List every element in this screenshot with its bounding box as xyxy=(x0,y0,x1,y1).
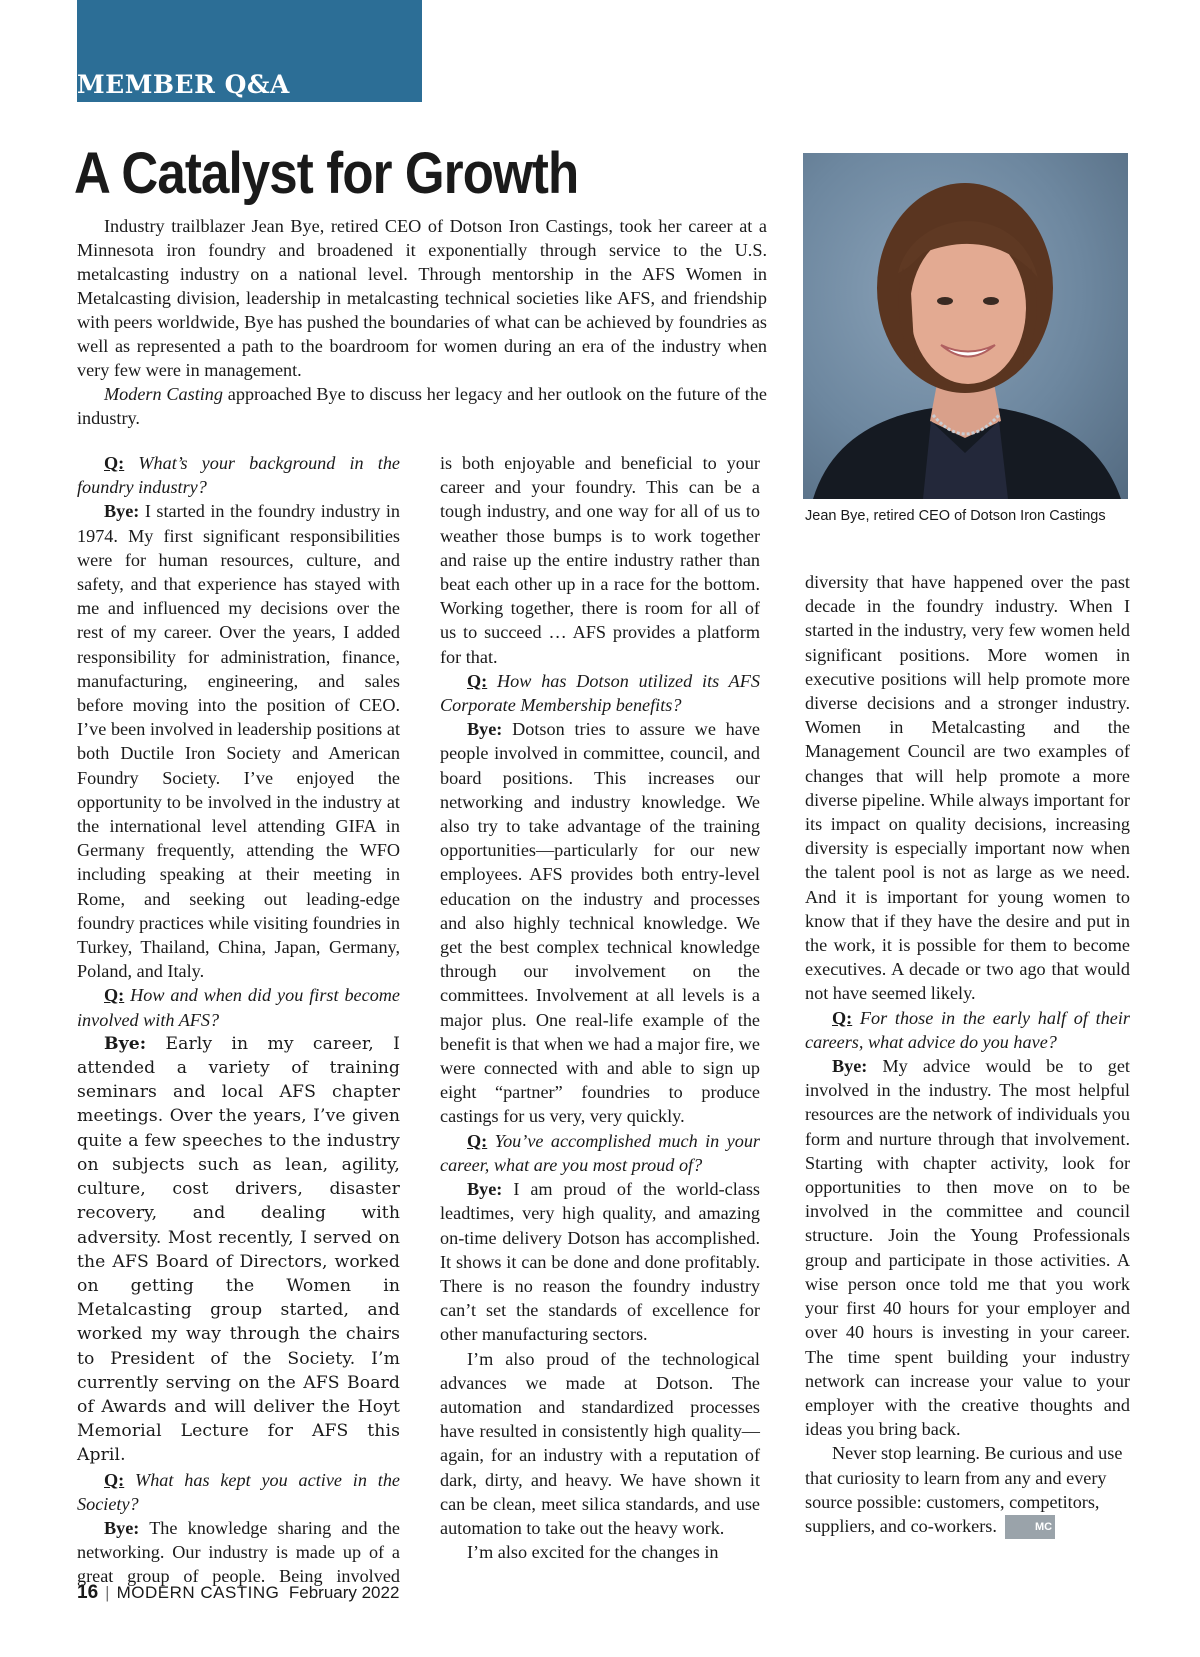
answer xyxy=(77,499,400,983)
answer xyxy=(805,1054,1130,1441)
answer-paragraph: I’m also proud of the technological advances we made at Dotson. The automation and standardized processes have resulted in consistently high quality—again, for an industry with a reputation of dark, dirty, and heavy. We have shown it can be clean, meet silica standards, and use automation to take out the heavy work. xyxy=(440,1348,760,1538)
answer-label: Bye: xyxy=(104,501,140,522)
answer-label: Bye: xyxy=(467,1179,503,1200)
answer-continued: is both enjoyable and beneficial to your career and your foundry. This can be a tough industry, and one way for all of us to weather those bumps is to work together and raise up the entire industry rather than beat each other up in a race for the bottom. Working together, there is room for all of us to succeed … AFS provides a platform for that. xyxy=(440,453,760,667)
page-number: 16 xyxy=(77,1582,99,1603)
article-column-2 xyxy=(440,451,760,1564)
question xyxy=(440,669,760,717)
answer xyxy=(77,1516,400,1589)
answer-text: I started in the foundry industry in 1974. My first significant responsibilities were for human resources, culture, and safety, and that experience has stayed with me and influenced my decisions over the rest of my career. Over the years, I added responsibility for administration, finance, manufacturing, engineering, and sales before moving into the position of CEO. I’ve been involved in leadership positions at both Ductile Iron Society and American Foundry Society. I’ve enjoyed the opportunity to be involved in the industry at the international level attending GIFA in Germany frequently, attending the WFO including speaking at their meeting in Rome, and seeking out leading-edge foundry practices while visiting foundries in Turkey, Thailand, China, Japan, Germany, Poland, and Italy. xyxy=(77,501,400,982)
question xyxy=(440,1129,760,1177)
intro-paragraph: Industry trailblazer Jean Bye, retired CEO of Dotson Iron Castings, took her career at a Minnesota iron foundry and broadened it exponentially through service to the U.S. metalcasting industry on a national level. Through mentorship in the AFS Women in Metalcasting division, leadership in metalcasting technical societies like AFS, and friendship with peers worldwide, Bye has pushed the boundaries of what can be achieved by foundries as well as represented a path to the boardroom for women during an era of the industry when very few were in management. xyxy=(77,216,767,380)
question-text: You’ve accomplished much in your career, what are you most proud of? xyxy=(440,1130,760,1175)
question-label: Q: xyxy=(467,670,488,691)
question-label: Q: xyxy=(467,1130,488,1151)
answer-text: Dotson tries to assure we have people involved in committee, council, and board positions. This increases our networking and industry knowledge. We also try to take advantage of the training opportunities—particularly for our new employees. AFS provides both entry-level education on the industry and processes and also highly technical knowledge. We get the best complex technical knowledge through our involvement on the committees. Involvement at all levels is a major plus. One real-life example of the benefit is that when we had a major fire, we were connected with and able to sign up eight “partner” foundries to produce castings for us very, very quickly. xyxy=(440,719,760,1127)
question-text: For those in the early half of their careers, what advice do you have? xyxy=(805,1007,1130,1052)
question xyxy=(77,451,400,499)
question xyxy=(77,983,400,1031)
intro-text: approached Bye to discuss her legacy and her outlook on the future of the industry. xyxy=(77,384,767,428)
article-column-3 xyxy=(805,570,1130,1539)
footer-separator: | xyxy=(105,1583,110,1602)
issue-date: February 2022 xyxy=(288,1583,400,1602)
portrait-icon xyxy=(803,153,1128,499)
answer-text: My advice would be to get involved in the industry. The most helpful resources are the network of individuals you form and nurture through that involvement. Starting with chapter activity, look for opportunities to then move on to be involved in the committee and council structure. Join the Young Professionals group and participate in those activities. A wise person once told me that you work your first 40 hours for your employer and over 40 hours is investing in your career. The time spent building your industry network can increase your value to your employer with the creative thoughts and ideas you bring back. xyxy=(805,1056,1130,1440)
question-text: What’s your background in the foundry industry? xyxy=(77,453,400,498)
answer xyxy=(440,717,760,1128)
answer-text: Early in my career, I attended a variety of training seminars and local AFS chapter meetings. Over the years, I’ve given quite a few speeches to the industry on subjects such as lean, agility, culture, cost drivers, disaster recovery, and dealing with adversity. Most recently, I served on the AFS Board of Directors, worked on getting the Women in Metalcasting group started, and worked my way through the chairs to President of the Society. I’m currently serving on the AFS Board of Awards and will deliver the Hoyt Memorial Lecture for AFS this April. xyxy=(77,1033,400,1466)
portrait-photo xyxy=(803,153,1128,499)
answer-label: Bye: xyxy=(832,1056,868,1077)
answer-label: Bye: xyxy=(104,1517,140,1538)
end-mark-icon: MC xyxy=(1005,1515,1055,1539)
section-tab xyxy=(77,0,422,102)
question-label: Q: xyxy=(104,985,125,1006)
question xyxy=(77,1468,400,1516)
question-label: Q: xyxy=(104,453,125,473)
article-title: A Catalyst for Growth xyxy=(74,141,579,206)
photo-caption: Jean Bye, retired CEO of Dotson Iron Castings xyxy=(805,508,1106,524)
answer-text: Never stop learning. Be curious and use that curiosity to learn from any and every source possible: customers, competitors, suppliers, and co-workers. xyxy=(805,1443,1123,1536)
answer-text: The knowledge sharing and the networking. Our industry is made up of a great group of people. Being involved xyxy=(77,1517,400,1587)
answer-label: Bye: xyxy=(104,1033,147,1054)
question-label: Q: xyxy=(104,1469,125,1490)
answer xyxy=(440,1177,760,1346)
question xyxy=(805,1006,1130,1054)
magazine-name: MODERN CASTING xyxy=(116,1583,280,1602)
answer-paragraph xyxy=(805,1441,1130,1539)
page-footer xyxy=(77,1582,399,1604)
section-label: MEMBER Q&A xyxy=(77,70,290,99)
question-text: What has kept you active in the Society? xyxy=(77,1469,400,1514)
article-intro xyxy=(77,214,767,430)
answer-continued: diversity that have happened over the past decade in the foundry industry. When I started in the industry, very few women held significant positions. More women in executive positions will help promote more diverse decisions and a stronger industry. Women in Metalcasting and the Management Council are two examples of changes that will help promote a more diverse pipeline. While always important for its impact on quality decisions, increasing diversity is especially important now when the talent pool is not as large as we need. And it is important for young women to know that if they have the desire and put in the work, it is possible for them to become executives. A decade or two ago that would not have seemed likely. xyxy=(805,572,1130,1004)
publication-name: Modern Casting xyxy=(104,384,223,404)
answer-label: Bye: xyxy=(467,719,503,740)
answer-text: I am proud of the world-class leadtimes, very high quality, and amazing on-time delivery Dotson has accomplished. It shows it can be done and done profitably. There is no reason the foundry industry can’t set the standards of excellence for other manufacturing sectors. xyxy=(440,1179,760,1345)
question-text: How and when did you first become involved with AFS? xyxy=(77,985,400,1030)
question-text: How has Dotson utilized its AFS Corporate Membership benefits? xyxy=(440,670,760,716)
question-label: Q: xyxy=(832,1007,853,1028)
article-column-1 xyxy=(77,451,400,1589)
answer xyxy=(77,1032,400,1468)
answer-paragraph: I’m also excited for the changes in xyxy=(467,1542,719,1563)
intro-paragraph xyxy=(77,382,767,430)
